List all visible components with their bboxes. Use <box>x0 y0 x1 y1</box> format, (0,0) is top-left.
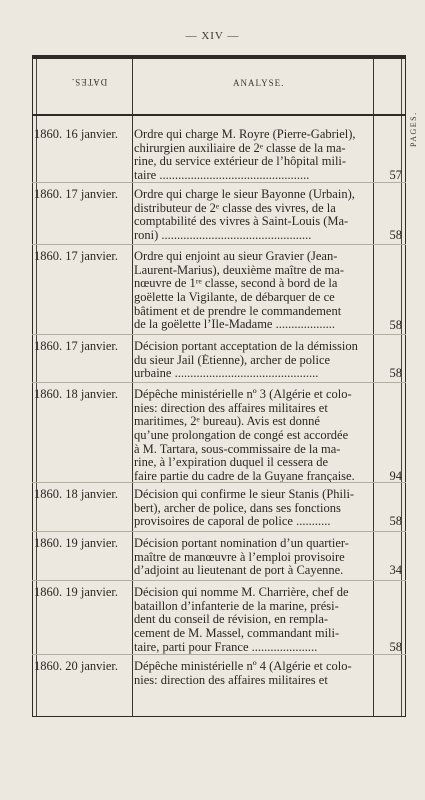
row-separator <box>32 482 406 483</box>
entry-analysis-line: taire, parti pour France ..................... <box>134 640 318 654</box>
pages-column-header: PAGES. <box>409 111 418 147</box>
entry-page-number: 58 <box>389 639 402 654</box>
row-separator <box>32 182 406 183</box>
entry-analysis-line: faire partie du cadre de la Guyane française. <box>134 470 355 484</box>
entry-analysis-line: Dépêche ministérielle nº 4 (Algérie et colo- <box>134 660 352 673</box>
entry-analysis <box>134 250 366 332</box>
entry-date: 1860. 19 janvier. <box>34 585 119 599</box>
entry-analysis-line: bâtiment et de prendre le commandement <box>134 304 342 318</box>
entry-analysis-line: Décision portant acceptation de la démission <box>134 340 358 353</box>
entry-date: 1860. 19 janvier. <box>34 536 119 550</box>
entry-page-number: 58 <box>389 228 402 243</box>
entry-analysis-line: Ordre qui charge M. Royre (Pierre-Gabriel), <box>134 128 356 141</box>
entry-date: 1860. 17 janvier. <box>34 187 119 201</box>
entry-analysis-line: bert), archer de police, dans ses fonctions <box>134 501 341 515</box>
analyse-column-header: ANALYSE. <box>233 78 285 88</box>
entry-analysis-line: comptabilité des vivres à Saint-Louis (Ma- <box>134 215 349 229</box>
column-divider-pages <box>373 59 374 716</box>
entry-analysis-line: dent du conseil de révision, en rempla- <box>134 613 329 627</box>
entry-analysis-line: nœuvre de 1ʳᵉ classe, second à bord de la <box>134 277 338 291</box>
row-separator <box>32 244 406 245</box>
entry-analysis <box>134 586 366 654</box>
entry-analysis <box>134 537 366 578</box>
entry-analysis <box>134 128 366 183</box>
entry-analysis-line: Ordre qui charge le sieur Bayonne (Urbain), <box>134 188 355 201</box>
entry-page-number: 34 <box>389 563 402 578</box>
entry-analysis <box>134 660 366 687</box>
entry-analysis-line: bataillon d’infanterie de la marine, prési- <box>134 599 339 613</box>
page-number: — XIV — <box>185 30 240 42</box>
entry-analysis-line: maître de manœuvre à l’emploi provisoire <box>134 550 345 564</box>
entry-analysis-line: Décision qui confirme le sieur Stanis (Phili- <box>134 488 355 501</box>
row-separator <box>32 334 406 335</box>
entry-analysis-line: Ordre qui enjoint au sieur Gravier (Jean- <box>134 250 338 263</box>
entry-analysis <box>134 340 366 381</box>
entry-analysis-line: cement de M. Massel, commandant mili- <box>134 627 340 641</box>
entry-analysis-line: d’adjoint au lieutenant de port à Cayenne. <box>134 564 344 578</box>
entry-date: 1860. 18 janvier. <box>34 487 119 501</box>
entry-date: 1860. 16 janvier. <box>34 127 119 141</box>
entry-analysis-line: à M. Tartara, sous-commissaire de la ma- <box>134 442 341 456</box>
entry-date: 1860. 20 janvier. <box>34 659 119 673</box>
row-separator <box>32 531 406 532</box>
row-separator <box>32 580 406 581</box>
entry-analysis <box>134 388 366 484</box>
entry-page-number: 94 <box>389 469 402 484</box>
entry-date: 1860. 17 janvier. <box>34 249 119 263</box>
entry-analysis-line: distributeur de 2ᵉ classe des vivres, de la <box>134 201 336 215</box>
entry-page-number: 58 <box>389 366 402 381</box>
entry-analysis-line: taire ................................................ <box>134 169 310 183</box>
entry-analysis-line: Laurent-Marius), deuxième maître de ma- <box>134 263 344 277</box>
entry-analysis-line: Dépêche ministérielle nº 3 (Algérie et colo- <box>134 388 352 401</box>
entry-analysis-line: nies: direction des affaires militaires et <box>134 673 328 687</box>
entry-analysis-line: rine, à l’expiration duquel il cessera de <box>134 456 329 470</box>
entry-analysis-line: du sieur Jail (Étienne), archer de police <box>134 353 331 367</box>
row-separator <box>32 382 406 383</box>
entry-analysis-line: provisoires de caporal de police ........... <box>134 515 331 529</box>
entry-analysis-line: de la goëlette l’Ile-Madame ................... <box>134 318 335 332</box>
entry-analysis-line: rine, du service extérieur de l’hôpital mili- <box>134 155 347 169</box>
entry-page-number: 58 <box>389 514 402 529</box>
row-separator <box>32 654 406 655</box>
entry-analysis-line: maritimes, 2ᵉ bureau). Avis est donné <box>134 415 320 429</box>
entry-analysis-line: chirurgien auxiliaire de 2ᵉ classe de la ma- <box>134 141 346 155</box>
entry-analysis-line: qu’une prolongation de congé est accordée <box>134 429 349 443</box>
entry-page-number: 57 <box>389 168 402 183</box>
entry-analysis-line: Décision qui nomme M. Charrière, chef de <box>134 586 349 599</box>
entry-page-number: 58 <box>389 317 402 332</box>
entry-analysis <box>134 188 366 243</box>
entry-analysis-line: goëlette la Vigilante, de débarquer de ce <box>134 291 335 305</box>
entry-analysis <box>134 488 366 529</box>
dates-column-header: DATES. <box>71 77 108 87</box>
entry-analysis-line: roni) ................................................ <box>134 229 312 243</box>
column-divider-dates <box>132 59 133 716</box>
entry-analysis-line: nies: direction des affaires militaires et <box>134 401 328 415</box>
entry-date: 1860. 18 janvier. <box>34 387 119 401</box>
entry-date: 1860. 17 janvier. <box>34 339 119 353</box>
entry-analysis-line: Décision portant nomination d’un quartier- <box>134 537 349 550</box>
entry-analysis-line: urbaine .............................................. <box>134 367 319 381</box>
